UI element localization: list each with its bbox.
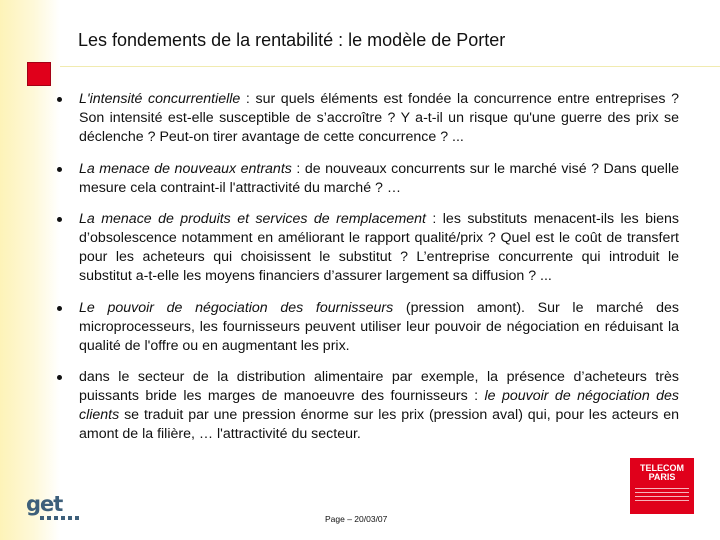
bullet-item-nouveaux-entrants xyxy=(55,160,679,198)
bullet-item-clients xyxy=(55,368,679,444)
bullet-text: : de nouveaux concurrents sur le marché visé ? Dans quelle mesure cela contraint-il l'attractivité du marché ? … xyxy=(79,161,679,196)
bullet-emphasis: La menace de produits et services de remplacement xyxy=(79,211,426,227)
bullet-dot-icon xyxy=(57,97,62,102)
title-divider xyxy=(60,66,720,67)
bullet-list xyxy=(55,90,679,444)
telecom-logo-header xyxy=(630,448,694,459)
red-square-marker xyxy=(27,62,51,86)
bullet-emphasis: La menace de nouveaux entrants xyxy=(79,161,292,177)
bullet-emphasis: L'intensité concurrentielle xyxy=(79,91,241,107)
telecom-paris-logo xyxy=(630,448,694,514)
bullet-emphasis: Le pouvoir de négociation des fournisseurs xyxy=(79,300,394,316)
bullet-text: : les substituts menacent-ils les biens d’obsolescence notamment en améliorant le rapport qualité/prix ? Quel est le coût de transfert pour les acheteurs qui choisissent le substitut ? L’entreprise concurrente qui introduit le substitut a-t-elle les moyens financiers d’assurer largement sa diffusion ? ... xyxy=(79,211,680,284)
get-logo-stripes xyxy=(40,516,80,520)
bullet-text: se traduit par une pression énorme sur les prix (pression aval) qui, pour les acteurs en amont de la filière, … l'attractivité du secteur. xyxy=(79,407,679,442)
bullet-dot-icon xyxy=(57,217,62,222)
bullet-item-intensite xyxy=(55,90,679,147)
telecom-logo-text: TELECOM PARIS xyxy=(640,463,684,482)
bullet-emphasis: le pouvoir de négociation des clients xyxy=(79,388,679,423)
bullet-text: (pression amont). Sur le marché des microprocesseurs, les fournisseurs peuvent utiliser leur pouvoir de négociation en réduisant la qualité de l'offre ou en augmentant les prix. xyxy=(79,300,680,354)
bullet-dot-icon xyxy=(57,306,62,311)
telecom-logo-tagline xyxy=(635,488,689,501)
bullet-item-fournisseurs xyxy=(55,299,679,356)
bullet-item-substituts xyxy=(55,210,679,286)
bullet-prefix: dans le secteur de la distribution alimentaire par exemple, la présence d’acheteurs très puissants bride les marges de manoeuvre des fournisseurs : xyxy=(79,369,679,404)
page-footer: Page – 20/03/07 xyxy=(325,514,388,524)
bullet-text: : sur quels éléments est fondée la concurrence entre entreprises ? Son intensité est-elle susceptible de s’accroître ? Y a-t-il un risque qu'une guerre des prix se déclenche ? Peut-on tirer avantage de cette concurrence ? ... xyxy=(79,91,680,145)
get-logo-text: get xyxy=(26,492,63,516)
slide-title: Les fondements de la rentabilité : le modèle de Porter xyxy=(78,30,506,50)
get-logo xyxy=(26,492,62,516)
bullet-dot-icon xyxy=(57,375,62,380)
bullet-dot-icon xyxy=(57,167,62,172)
